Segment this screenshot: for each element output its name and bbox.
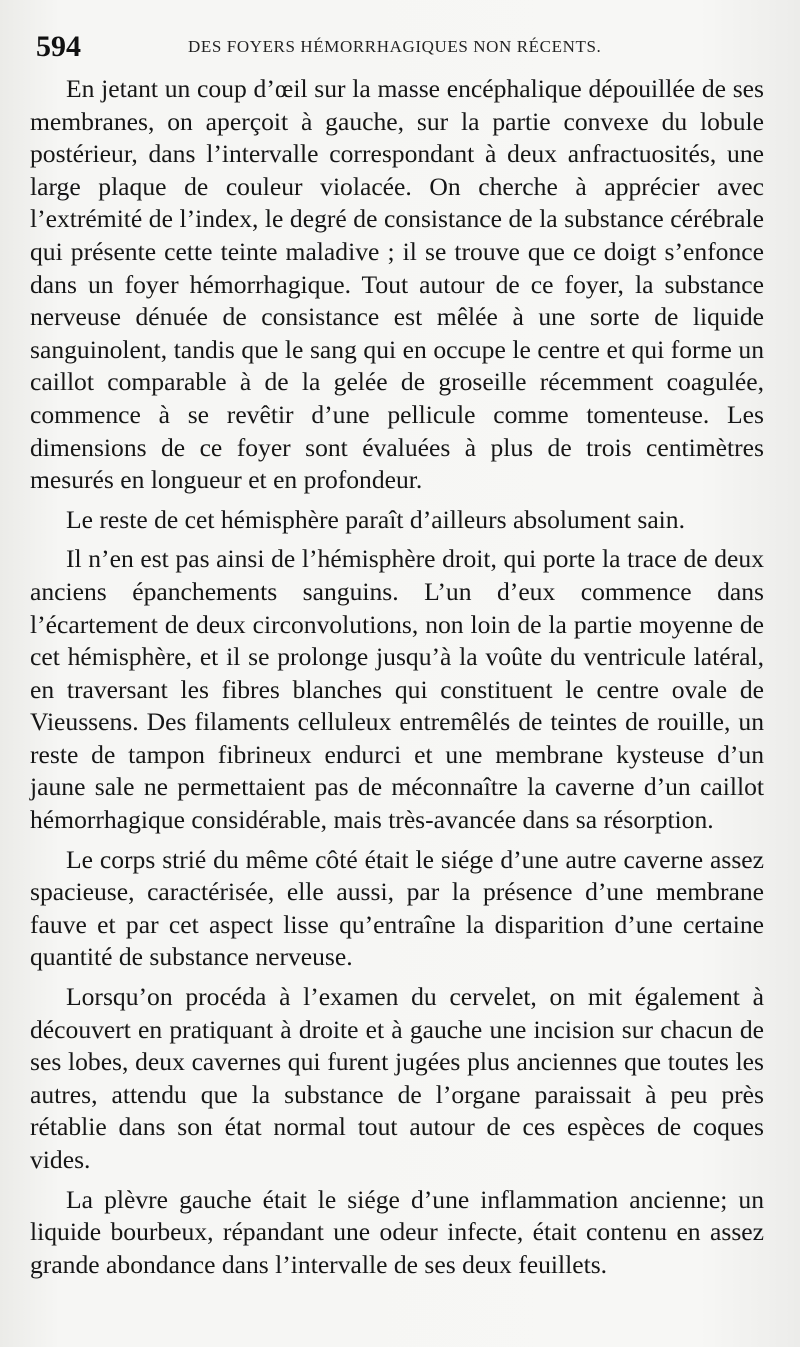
paragraph-3: Il n’en est pas ainsi de l’hémisphère droit, qui porte la trace de deux anciens épanchements sanguins. L’un d’eux commence dans l’écartement de deux circonvolutions, non loin de la partie moyenne de cet hémisphère, et il se prolonge jusqu’à la voûte du ventricule latéral, en traversant les fibres blanches qui constituent le centre ovale de Vieussens. Des filaments celluleux entremêlés de teintes de rouille, un reste de tampon fibrineux endurci et une membrane kysteuse d’un jaune sale ne permettaient pas de méconnaître la caverne d’un caillot hémorrhagique considérable, mais très-avancée dans sa résorption. — [30, 544, 764, 835]
body-text — [30, 73, 764, 1288]
paragraph-5: Lorsqu’on procéda à l’examen du cervelet, on mit également à découvert en pratiquant à droite et à gauche une incision sur chacun de ses lobes, deux cavernes qui furent jugées plus anciennes que toutes les autres, attendu que la substance de l’organe paraissait à peu près rétablie dans son état normal tout autour de ces espèces de coques vides. — [30, 982, 764, 1174]
running-head: DES FOYERS HÉMORRHAGIQUES NON RÉCENTS. — [188, 37, 602, 56]
paragraph-1: En jetant un coup d’œil sur la masse encéphalique dépouillée de ses membranes, on aperçoit à gauche, sur la partie convexe du lobule postérieur, dans l’intervalle correspondant à deux anfractuosités, une large plaque de couleur violacée. On cherche à apprécier avec l’extrémité de l’index, le degré de consistance de la substance cérébrale qui présente cette teinte maladive ; il se trouve que ce doigt s’enfonce dans un foyer hémorrhagique. Tout autour de ce foyer, la substance nerveuse dénuée de consistance est mêlée à une sorte de liquide sanguinolent, tandis que le sang qui en occupe le centre et qui forme un caillot comparable à de la gelée de groseille récemment coagulée, commence à se revêtir d’une pellicule comme tomenteuse. Les dimensions de ce foyer sont évaluées à plus de trois centimètres mesurés en longueur et en profondeur. — [30, 74, 764, 495]
paragraph-4: Le corps strié du même côté était le siége d’une autre caverne assez spacieuse, caractérisée, elle aussi, par la présence d’une membrane fauve et par cet aspect lisse qu’entraîne la disparition d’une certaine quantité de substance nerveuse. — [30, 844, 764, 972]
page-header — [36, 30, 776, 66]
paragraph-2: Le reste de cet hémisphère paraît d’ailleurs absolument sain. — [66, 504, 685, 534]
paragraph-6: La plèvre gauche était le siége d’une inflammation ancienne; un liquide bourbeux, répandant une odeur infecte, était contenu en assez grande abondance dans l’intervalle de ses deux feuillets. — [30, 1184, 764, 1279]
page-number: 594 — [36, 30, 81, 63]
